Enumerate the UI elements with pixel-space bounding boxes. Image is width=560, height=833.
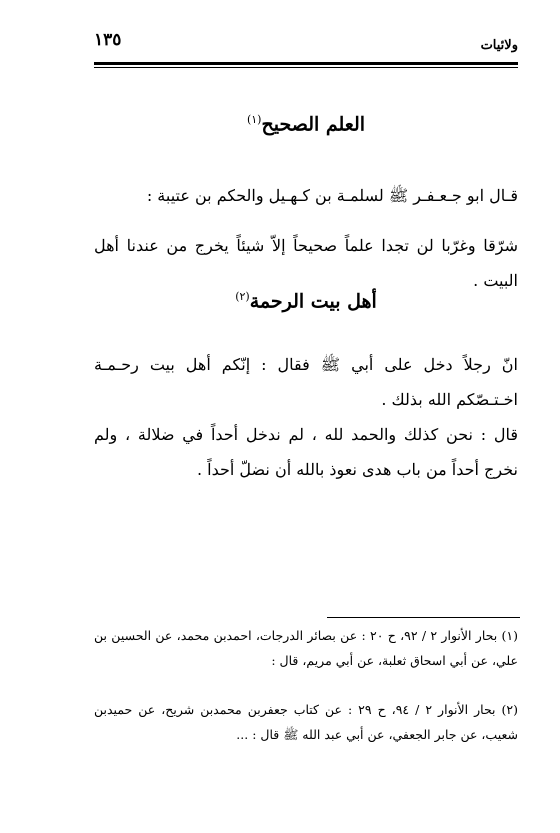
- section-title-correct-knowledge: [94, 113, 518, 135]
- paragraph-narration-1: قـال ابو جـعـفـر ﷺ لسلمـة بن كـهـيل والحكم بن عتيبة :: [146, 186, 518, 205]
- page-header: [94, 30, 518, 58]
- section-title-house-of-mercy: [94, 290, 518, 312]
- footnote-2: (٢) بحار الأنوار ٢ / ٩٤، ح ٢٩ : عن كتاب جعفربن محمدبن شريح، عن حميدبن شعيب، عن جابر الجعفي، عن أبي عبد الله ﷺ قال : ...: [94, 702, 518, 742]
- footnote-ref-2: (٢): [235, 290, 250, 303]
- page-number: ١٣٥: [94, 30, 122, 50]
- paragraph-saying-2: قال : نحن كذلك والحمد لله ، لم ندخل أحداً في ضلالة ، ولم نخرج أحداً من باب هدى نعوذ بالله أن نضلّ أحداً .: [94, 425, 518, 479]
- footnote-separator: [327, 617, 520, 618]
- footnote-ref-1: (١): [246, 113, 262, 126]
- header-rule-thin: [94, 67, 518, 68]
- section-title-text: العلم الصحيح: [261, 113, 366, 136]
- section-title-text: أهل بيت الرحمة: [249, 290, 377, 313]
- header-rule-thick: [94, 62, 518, 65]
- paragraph-narration-2: انّ رجلاً دخل على أبي ﷺ فقال : إنّكم أهل بيت رحـمـة اخـتـصّكم الله بذلك .: [94, 355, 518, 409]
- footnote-1: (١) بحار الأنوار ٢ / ٩٢، ح ٢٠ : عن بصائر الدرجات، احمدبن محمد، عن الحسين بن علي، عن أبي اسحاق ثعلبة، عن أبي مريم، قال :: [94, 628, 518, 668]
- paragraph-saying-1: شرّقا وغرّبا لن تجدا علماً صحيحاً إلاّ شيئاً يخرج من عندنا أهل البيت .: [94, 236, 518, 290]
- running-title: ولائيات: [480, 38, 518, 53]
